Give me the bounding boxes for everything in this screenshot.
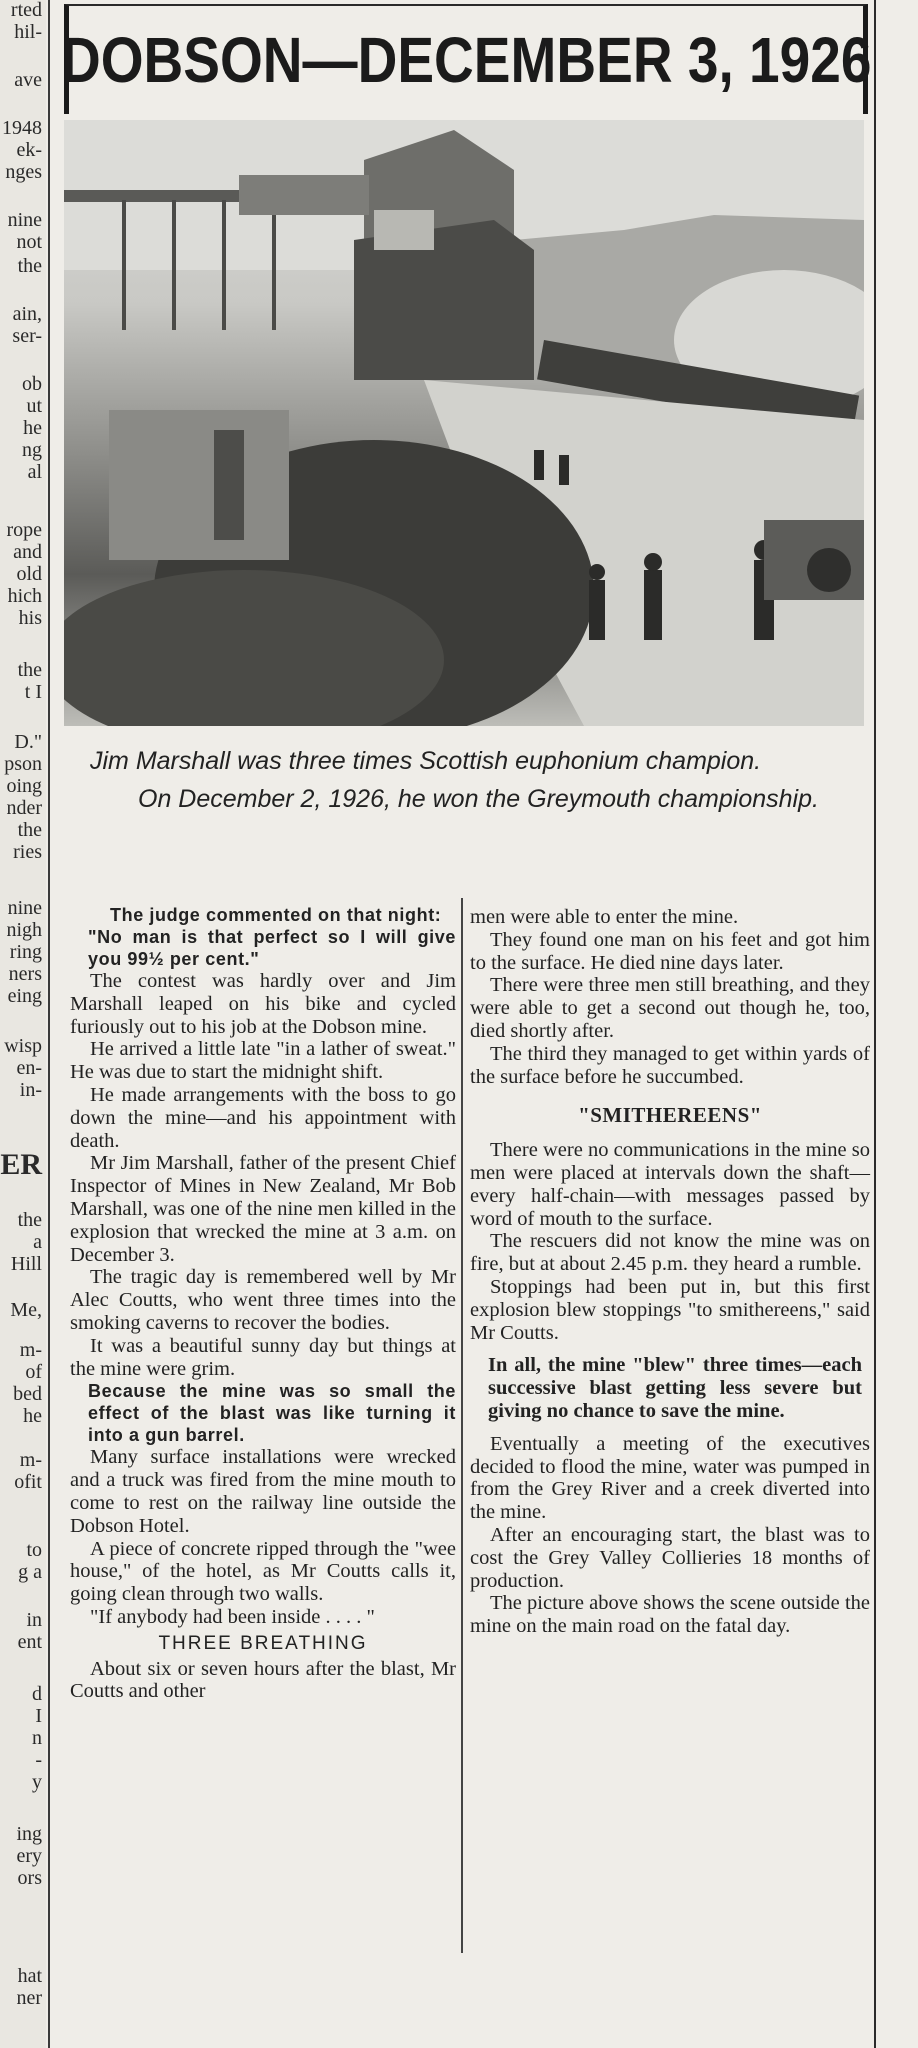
margin-fragment: nigh <box>6 919 42 941</box>
article-paragraph: After an encouraging start, the blast was to cost the Grey Valley Collieries 18 months of production. <box>470 1523 870 1592</box>
margin-fragment: bed <box>13 1383 42 1405</box>
margin-fragment: old <box>16 563 42 585</box>
margin-fragment: and <box>13 541 42 563</box>
margin-fragment: oing <box>6 775 42 797</box>
margin-fragment: eing <box>7 985 42 1007</box>
margin-fragment: ave <box>14 69 42 91</box>
article-paragraph: A piece of concrete ripped through the "wee house," of the hotel, as Mr Coutts calls it, going clean through two walls. <box>70 1537 456 1606</box>
article-paragraph: Stoppings had been put in, but this first explosion blew stoppings "to smithereens," said Mr Coutts. <box>470 1275 870 1344</box>
article-paragraph: There were three men still breathing, and they were able to get a second out though he, too, died shortly after. <box>470 974 870 1042</box>
margin-fragment: nine <box>7 897 42 919</box>
margin-fragment: hich <box>7 585 42 607</box>
margin-fragment: hil- <box>14 21 42 43</box>
bold-statement: In all, the mine "blew" three times—each successive blast getting less severe but giving no chance to save the mine. <box>488 1354 862 1422</box>
margin-fragment: he <box>23 1405 42 1427</box>
margin-fragment: D." <box>14 731 42 753</box>
margin-fragment: hat <box>17 1965 42 1987</box>
article-paragraph: About six or seven hours after the blast, Mr Coutts and other <box>70 1657 456 1703</box>
margin-fragment: of <box>25 1361 42 1383</box>
article-paragraph: There were no communications in the mine so men were placed at intervals down the shaft—every half-chain—with messages passed by word of mouth to the surface. <box>470 1139 870 1230</box>
margin-fragment: nder <box>6 797 42 819</box>
mine-photograph <box>64 120 864 726</box>
margin-fragment: en- <box>16 1057 42 1079</box>
margin-fragment: ner <box>16 1987 42 2009</box>
headline-box <box>60 4 872 114</box>
margin-fragment: ery <box>16 1845 42 1867</box>
margin-fragment: not <box>16 231 42 253</box>
headline: DOBSON—DECEMBER 3, 1926 <box>60 24 872 96</box>
margin-fragment: I <box>35 1705 42 1727</box>
margin-fragment: nine <box>7 209 42 231</box>
margin-fragment: ob <box>22 373 42 395</box>
highlight-statement: Because the mine was so small the effect of the blast was like turning it into a gun barrel. <box>88 1381 456 1446</box>
margin-fragment: the <box>17 1209 42 1231</box>
article-paragraph: The rescuers did not know the mine was on fire, but at about 2.45 p.m. they heard a rumble. <box>470 1230 870 1276</box>
margin-fragment: ing <box>16 1823 42 1845</box>
article-paragraph: Eventually a meeting of the executives decided to flood the mine, water was pumped in from the Grey River and a creek diverted into the mine. <box>470 1432 870 1524</box>
margin-fragment: Me, <box>10 1299 42 1321</box>
margin-fragment: rope <box>6 519 42 541</box>
margin-fragment: his <box>18 607 42 629</box>
margin-fragment: ain, <box>12 303 42 325</box>
article-paragraph: The third they managed to get within yards of the surface before he succumbed. <box>470 1042 870 1088</box>
subhead-three-breathing: THREE BREATHING <box>158 1632 368 1654</box>
column-rule-right <box>874 0 876 2048</box>
article-paragraph: Mr Jim Marshall, father of the present Chief Inspector of Mines in New Zealand, Mr Bob Marshall, was one of the nine men killed in the explosion that wrecked the mine at 3 a.m. on December 3. <box>70 1152 456 1266</box>
paragraph-group <box>470 906 870 1088</box>
article-paragraph: "If anybody had been inside . . . . " <box>90 1605 375 1628</box>
margin-fragment: nges <box>5 161 42 183</box>
paragraph-group <box>470 1139 870 1344</box>
photo-caption <box>90 742 870 818</box>
margin-fragment: a <box>33 1231 42 1253</box>
article-column-left <box>70 904 456 1703</box>
article-paragraph: They found one man on his feet and got him to the surface. He died nine days later. <box>470 928 870 974</box>
margin-fragment: ofit <box>14 1471 42 1493</box>
margin-fragment: ut <box>26 395 42 417</box>
margin-fragment: m- <box>19 1449 42 1471</box>
margin-fragment: in- <box>19 1079 42 1101</box>
margin-fragment: y <box>32 1771 42 1793</box>
margin-fragment: the <box>17 819 42 841</box>
article-paragraph: It was a beautiful sunny day but things at the mine were grim. <box>70 1334 456 1380</box>
margin-fragment: ries <box>13 841 42 863</box>
caption-line-1: Jim Marshall was three times Scottish euphonium champion. <box>90 747 762 775</box>
margin-fragment: al <box>27 461 42 483</box>
margin-fragment: t I <box>24 681 42 703</box>
paragraph-group <box>70 1658 456 1704</box>
subhead-smithereens: "SMITHEREENS" <box>578 1103 762 1128</box>
article-paragraph: men were able to enter the mine. <box>470 906 739 928</box>
paragraph-group <box>70 1446 456 1628</box>
paragraph-group <box>470 1433 870 1638</box>
margin-fragment: ors <box>17 1867 42 1889</box>
paragraph-group <box>70 970 456 1380</box>
margin-fragment: the <box>17 659 42 681</box>
margin-fragment: Hill <box>10 1253 42 1275</box>
column-rule-middle <box>461 898 463 1953</box>
margin-fragment: d <box>32 1683 42 1705</box>
margin-fragment: ng <box>22 439 42 461</box>
column-rule-left <box>48 0 50 2048</box>
caption-line-2: On December 2, 1926, he won the Greymouth championship. <box>138 785 819 813</box>
article-paragraph: The contest was hardly over and Jim Marshall leaped on his bike and cycled furiously out to his job at the Dobson mine. <box>70 970 456 1038</box>
margin-fragment: rted <box>10 0 42 21</box>
margin-fragment: m- <box>19 1339 42 1361</box>
article-paragraph: He arrived a little late "in a lather of sweat." He was due to start the midnight shift. <box>70 1038 456 1084</box>
margin-fragment: wisp <box>4 1035 42 1057</box>
article-paragraph: Many surface installations were wrecked and a truck was fired from the mine mouth to come to rest on the railway line outside the Dobson Hotel. <box>70 1446 456 1537</box>
margin-fragment: pson <box>4 753 42 775</box>
margin-fragment: ners <box>8 963 42 985</box>
article-paragraph: The picture above shows the scene outside the mine on the main road on the fatal day. <box>470 1592 870 1638</box>
article-paragraph: He made arrangements with the boss to go down the mine—and his appointment with death. <box>70 1083 456 1152</box>
margin-fragment: ek- <box>16 139 42 161</box>
adjacent-column-fragment <box>0 0 46 2048</box>
margin-fragment: in <box>26 1609 42 1631</box>
margin-fragment: ER <box>0 1148 42 1181</box>
margin-fragment: to <box>26 1539 42 1561</box>
margin-fragment: - <box>35 1749 42 1771</box>
margin-fragment: n <box>32 1727 42 1749</box>
margin-fragment: ring <box>9 941 42 963</box>
margin-fragment: the <box>17 255 42 277</box>
margin-fragment: he <box>23 417 42 439</box>
judge-quote: "No man is that perfect so I will give you 99½ per cent." <box>88 927 456 969</box>
quote-intro: The judge commented on that night: <box>110 905 442 925</box>
margin-fragment: ser- <box>12 325 42 347</box>
margin-fragment: ent <box>17 1631 42 1653</box>
article-column-right <box>470 906 870 1638</box>
margin-fragment: g a <box>18 1561 42 1583</box>
margin-fragment: 1948 <box>2 117 42 139</box>
article-paragraph: The tragic day is remembered well by Mr Alec Coutts, who went three times into the smoking caverns to recover the bodies. <box>70 1266 456 1334</box>
